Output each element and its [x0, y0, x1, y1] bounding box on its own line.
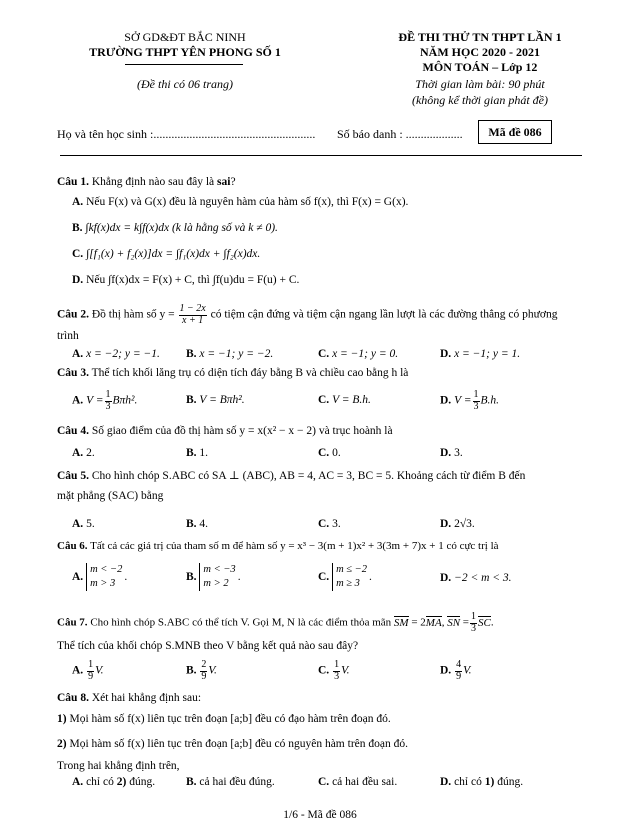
- department-name: SỞ GD&ĐT BẮC NINH: [124, 30, 246, 44]
- q7-option-b: B. $\frac{2}{9}$ V.: [186, 659, 217, 682]
- q2-option-b: B. x = −1; y = −2.: [186, 348, 274, 360]
- question-2-cont: trình: [57, 330, 79, 342]
- question-label: Câu 6.: [57, 540, 88, 552]
- question-5-cont: mặt phẳng (SAC) bằng: [57, 490, 164, 502]
- vector-sm: SM: [393, 616, 409, 629]
- page-footer: 1/6 - Mã đề 086: [283, 809, 357, 821]
- q5-option-a: A. 5.: [72, 518, 95, 530]
- q2-option-d: D. x = −1; y = 1.: [440, 348, 521, 360]
- q3-option-a: A. V = $\frac{1}{3}$ Bπh².: [72, 389, 138, 412]
- q1-option-b: B. ∫kf(x)dx = k∫f(x)dx (k là hằng số và k ≠ 0).: [72, 222, 278, 234]
- question-label: Câu 8.: [57, 692, 89, 704]
- question-label: Câu 3.: [57, 367, 89, 379]
- q4-option-b: B. 1.: [186, 447, 209, 459]
- q2-option-a: A. x = −2; y = −1.: [72, 348, 160, 360]
- school-year: NĂM HỌC 2020 - 2021: [420, 45, 540, 59]
- statement-3: Trong hai khẳng định trên,: [57, 760, 180, 772]
- q3-option-b: B. V = Bπh².: [186, 394, 245, 406]
- question-text: Khẳng định nào sau đây là: [91, 176, 215, 188]
- exam-code-box: Mã đề 086: [478, 120, 552, 144]
- q6-option-b: B. m < −3 m > 2.: [186, 563, 241, 591]
- question-label: Câu 2.: [57, 308, 89, 321]
- question-label: Câu 1.: [57, 176, 89, 188]
- question-7-cont: Thể tích của khối chóp S.MNB theo V bằng kết quả nào sau đây?: [57, 640, 359, 652]
- q2-option-c: C. x = −1; y = 0.: [318, 348, 399, 360]
- question-5: Câu 5. Cho hình chóp S.ABC có SA ⊥ (ABC), AB = 4, AC = 3, BC = 5. Khoảng cách từ điểm B đến: [57, 470, 526, 482]
- exam-time-note: (không kể thời gian phát đề): [411, 93, 549, 107]
- question-7: Câu 7. Cho hình chóp S.ABC có thể tích V. Gọi M, N là các điểm thỏa mãn SM = 2MA, SN = $\frac{1}{3}$ SC.: [57, 611, 494, 634]
- fraction: $\frac{1 - 2x}{x + 1}$: [179, 303, 206, 326]
- statement-2: 2) Mọi hàm số f(x) liên tục trên đoạn [a;b] đều có nguyên hàm trên đoạn đó.: [57, 738, 408, 750]
- q7-option-d: D. $\frac{4}{9}$ V.: [440, 659, 472, 682]
- q5-option-c: C. 3.: [318, 518, 341, 530]
- q5-option-b: B. 4.: [186, 518, 209, 530]
- q7-option-c: C. $\frac{1}{3}$ V.: [318, 659, 350, 682]
- q8-option-a: A. chỉ có 2) đúng.: [72, 776, 156, 788]
- question-1: [57, 176, 602, 188]
- vector-ma: MA: [425, 616, 442, 629]
- q8-option-b: B. cả hai đều đúng.: [186, 776, 275, 788]
- q6-option-d: D. −2 < m < 3.: [440, 572, 512, 584]
- q1-option-d: D. Nếu ∫f(x)dx = F(x) + C, thì ∫f(u)du = F(u) + C.: [72, 274, 300, 286]
- exam-title: ĐỀ THI THỬ TN THPT LẦN 1: [398, 30, 562, 44]
- q3-option-d: D. V = $\frac{1}{3}$ B.h.: [440, 389, 500, 412]
- subject: MÔN TOÁN – Lớp 12: [422, 60, 538, 74]
- question-4: Câu 4. Số giao điểm của đồ thị hàm số y = x(x² − x − 2) và trục hoành là: [57, 425, 393, 437]
- exam-time: Thời gian làm bài: 90 phút: [415, 77, 545, 91]
- vector-sn: SN: [447, 616, 461, 629]
- q3-option-c: C. V = B.h.: [318, 394, 371, 406]
- q5-option-d: D. 2√3.: [440, 518, 475, 530]
- header-divider: [60, 155, 582, 156]
- school-underline: [125, 64, 243, 65]
- question-label: Câu 5.: [57, 470, 89, 482]
- question-8: Câu 8. Xét hai khẳng định sau:: [57, 692, 202, 704]
- q1-option-c: C. ∫[f₁(x) + f₂(x)]dx = ∫f₁(x)dx + ∫f₂(x)dx.: [72, 248, 261, 260]
- question-6: Câu 6. Tất cả các giá trị của tham số m để hàm số y = x³ − 3(m + 1)x² + 3(3m + 7)x + 1 có cực trị là: [57, 540, 499, 552]
- question-2: Câu 2. Đồ thị hàm số y = $\frac{1 - 2x}{x + 1}$ có tiệm cận đứng và tiệm cận ngang lần lượt là các đường thẳng có phương: [57, 303, 558, 326]
- question-3: Câu 3. Thể tích khối lăng trụ có diện tích đáy bằng B và chiều cao bằng h là: [57, 367, 409, 379]
- q6-option-a: A. m < −2 m > 3.: [72, 563, 127, 591]
- question-mark: ?: [230, 176, 236, 188]
- q1-option-a: A. Nếu F(x) và G(x) đều là nguyên hàm của hàm số f(x), thì F(x) = G(x).: [72, 196, 409, 208]
- student-id-field: Số báo danh : ...................: [337, 127, 463, 141]
- emphasis-word: sai: [217, 176, 231, 188]
- q4-option-c: C. 0.: [318, 447, 341, 459]
- vector-sc: SC: [478, 616, 491, 629]
- q8-option-d: D. chỉ có 1) đúng.: [440, 776, 524, 788]
- student-name-field: Họ và tên học sinh :......................................................: [57, 127, 316, 141]
- school-name: TRƯỜNG THPT YÊN PHONG SỐ 1: [89, 45, 281, 59]
- q4-option-a: A. 2.: [72, 447, 95, 459]
- pages-note: (Đề thi có 06 trang): [137, 77, 233, 91]
- q7-option-a: A. $\frac{1}{9}$ V.: [72, 659, 104, 682]
- q4-option-d: D. 3.: [440, 447, 463, 459]
- statement-1: 1) Mọi hàm số f(x) liên tục trên đoạn [a;b] đều có đạo hàm trên đoạn đó.: [57, 713, 391, 725]
- q6-option-c: C. m ≤ −2 m ≥ 3.: [318, 563, 372, 591]
- q8-option-c: C. cả hai đều sai.: [318, 776, 398, 788]
- question-label: Câu 7.: [57, 616, 88, 629]
- question-label: Câu 4.: [57, 425, 89, 437]
